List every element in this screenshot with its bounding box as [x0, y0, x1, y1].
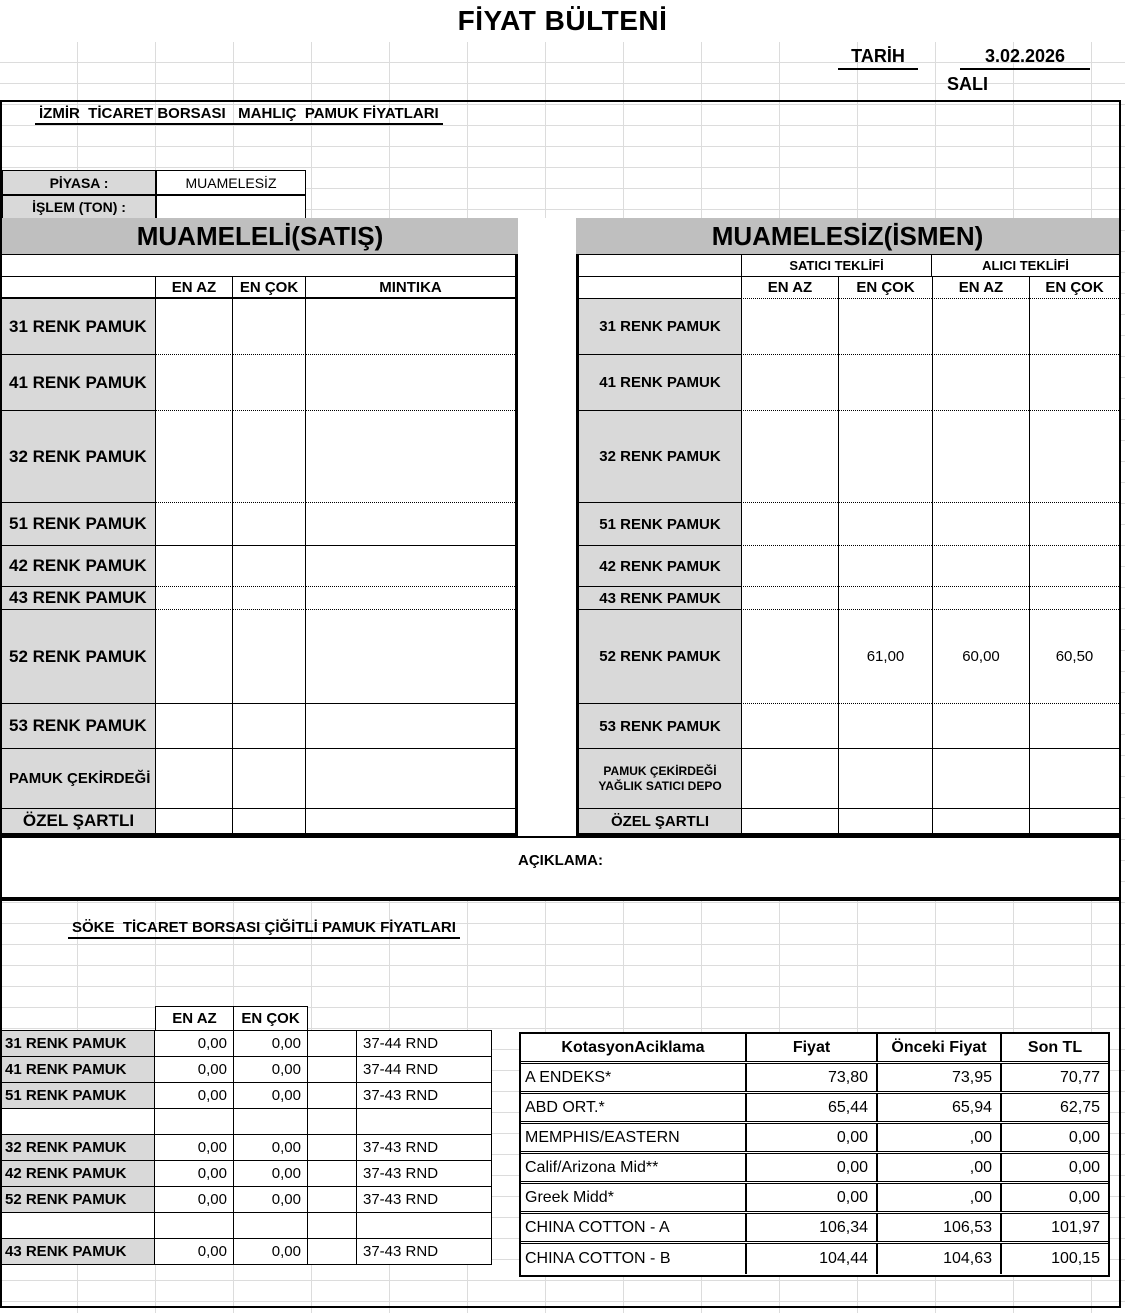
spacer-cell	[308, 1161, 357, 1187]
en-az-cell	[156, 809, 233, 833]
offer-value-cell	[1029, 809, 1119, 833]
offer-value-cell	[741, 411, 838, 503]
kotasyon-price-cell: 0,00	[747, 1124, 878, 1151]
row-label-cell: 31 RENK PAMUK	[2, 1031, 155, 1057]
offer-value-cell	[1029, 411, 1119, 503]
kotasyon-price-cell: 65,44	[747, 1094, 878, 1121]
en-az-cell	[156, 610, 233, 704]
spacer-cell	[308, 1083, 357, 1109]
alici-en-cok-header: EN ÇOK	[1029, 277, 1119, 299]
spacer-cell	[308, 1109, 357, 1135]
offer-value-cell	[932, 704, 1029, 749]
kotasyon-price-cell: 104,63	[878, 1244, 1002, 1274]
row-label-cell: 52 RENK PAMUK	[579, 610, 741, 704]
en-cok-cell	[233, 355, 306, 411]
table-row	[579, 503, 1119, 546]
offer-value-cell	[838, 546, 932, 587]
row-label-cell: ÖZEL ŞARTLI	[2, 809, 156, 833]
offer-value-cell	[741, 503, 838, 546]
date-value: 3.02.2026	[960, 44, 1090, 70]
right-table-subheader-row	[579, 277, 1119, 299]
offer-value-cell	[932, 546, 1029, 587]
table-row	[579, 546, 1119, 587]
satici-en-az-header: EN AZ	[741, 277, 838, 299]
rnd-cell: 37-43 RND	[357, 1187, 492, 1213]
kotasyon-header-onceki-fiyat: Önceki Fiyat	[878, 1034, 1002, 1061]
en-az-cell	[156, 355, 233, 411]
left-table-empty-strip	[2, 255, 515, 277]
kotasyon-price-cell: 73,80	[747, 1064, 878, 1091]
table-gap-column	[518, 218, 576, 836]
table-row	[2, 411, 515, 503]
kotasyon-label-cell: MEMPHIS/EASTERN	[521, 1124, 747, 1151]
spacer-cell	[308, 1187, 357, 1213]
row-label-cell: 42 RENK PAMUK	[2, 1161, 155, 1187]
izmir-section-box	[0, 100, 1121, 836]
table-row	[579, 610, 1119, 704]
row-label-line2: YAĞLIK SATICI DEPO	[598, 778, 722, 793]
en-az-cell	[156, 411, 233, 503]
table-row	[2, 704, 515, 749]
kotasyon-header-aciklama: KotasyonAciklama	[521, 1034, 747, 1061]
table-row	[2, 587, 515, 610]
row-label-cell: ÖZEL ŞARTLI	[579, 809, 741, 833]
en-cok-cell: 0,00	[234, 1057, 308, 1083]
en-cok-cell	[233, 704, 306, 749]
en-az-cell	[156, 704, 233, 749]
table-row	[2, 355, 515, 411]
row-label-cell: 53 RENK PAMUK	[2, 704, 156, 749]
offer-value-cell	[932, 749, 1029, 809]
offer-value-cell	[741, 587, 838, 610]
table-row	[521, 1124, 1108, 1154]
offer-value-cell	[932, 355, 1029, 411]
right-table-group-header-row	[579, 255, 1119, 277]
row-label-cell: 52 RENK PAMUK	[2, 610, 156, 704]
kotasyon-price-cell: ,00	[878, 1124, 1002, 1151]
en-az-cell: 0,00	[155, 1057, 234, 1083]
row-label-cell: 41 RENK PAMUK	[2, 1057, 155, 1083]
offer-value-cell	[932, 809, 1029, 833]
en-az-cell	[155, 1109, 234, 1135]
mintika-cell	[306, 587, 515, 610]
kotasyon-price-cell: 100,15	[1051, 1250, 1100, 1267]
rnd-cell: 37-44 RND	[357, 1057, 492, 1083]
table-row	[579, 749, 1119, 809]
soke-section-heading: SÖKE TİCARET BORSASI ÇİĞİTLİ PAMUK FİYATLARI	[68, 917, 460, 939]
muamelesiz-table	[576, 254, 1119, 836]
table-row	[2, 1031, 492, 1057]
islem-ton-label: İŞLEM (TON) :	[2, 195, 156, 219]
mintika-cell	[306, 411, 515, 503]
en-cok-cell: 0,00	[234, 1161, 308, 1187]
table-row	[579, 704, 1119, 749]
spacer-cell	[308, 1135, 357, 1161]
date-label: TARİH	[838, 44, 918, 70]
en-cok-cell	[233, 411, 306, 503]
offer-value-cell	[838, 503, 932, 546]
offer-value-cell	[1029, 355, 1119, 411]
left-header-spacer	[2, 277, 156, 299]
kotasyon-price-cell: 0,00	[1068, 1188, 1100, 1206]
kotasyon-label-cell: CHINA COTTON - B	[521, 1244, 747, 1274]
table-row	[521, 1214, 1108, 1244]
row-label-cell: 43 RENK PAMUK	[2, 1239, 155, 1265]
row-label-cell: 42 RENK PAMUK	[579, 546, 741, 587]
offer-value-cell	[838, 299, 932, 355]
rnd-cell: 37-43 RND	[357, 1083, 492, 1109]
en-cok-cell: 0,00	[234, 1239, 308, 1265]
row-label-cell: 52 RENK PAMUK	[2, 1187, 155, 1213]
offer-value-cell	[932, 503, 1029, 546]
en-cok-cell	[234, 1213, 308, 1239]
row-label-lines	[598, 764, 721, 794]
kotasyon-table	[519, 1032, 1110, 1277]
table-row	[2, 1109, 492, 1135]
table-row	[2, 299, 515, 355]
kotasyon-label-cell: CHINA COTTON - A	[521, 1214, 747, 1241]
en-cok-cell: 0,00	[234, 1135, 308, 1161]
table-row	[2, 1239, 492, 1265]
kotasyon-price-cell: 0,00	[747, 1184, 878, 1211]
table-row	[2, 503, 515, 546]
en-az-cell: 0,00	[155, 1031, 234, 1057]
en-az-cell	[156, 749, 233, 809]
mintika-cell	[306, 809, 515, 833]
kotasyon-price-cell: 73,95	[878, 1064, 1002, 1091]
table-row	[521, 1064, 1108, 1094]
row-label-cell: 31 RENK PAMUK	[579, 299, 741, 355]
offer-value-cell	[741, 546, 838, 587]
en-az-cell	[155, 1213, 234, 1239]
kotasyon-price-cell: 0,00	[1068, 1158, 1100, 1176]
row-label-cell: 51 RENK PAMUK	[2, 503, 156, 546]
offer-value-cell	[932, 587, 1029, 610]
rnd-cell	[357, 1213, 492, 1239]
en-az-cell	[156, 587, 233, 610]
en-cok-cell	[233, 587, 306, 610]
right-header-spacer	[579, 255, 741, 277]
en-az-cell: 0,00	[155, 1083, 234, 1109]
kotasyon-price-cell: 62,75	[1059, 1098, 1100, 1116]
soke-header-en-cok: EN ÇOK	[233, 1006, 308, 1031]
offer-value-cell	[838, 411, 932, 503]
offer-value-cell	[741, 704, 838, 749]
kotasyon-price-cell: 104,44	[747, 1244, 878, 1274]
offer-value-cell	[1029, 704, 1119, 749]
soke-header-en-az: EN AZ	[155, 1006, 234, 1031]
row-label-cell: 43 RENK PAMUK	[2, 587, 156, 610]
en-cok-cell: 0,00	[234, 1187, 308, 1213]
soke-section-box	[0, 899, 1121, 1308]
table-row	[2, 1187, 492, 1213]
kotasyon-price-cell: 0,00	[747, 1154, 878, 1181]
piyasa-label: PİYASA :	[2, 170, 156, 195]
en-az-cell: 0,00	[155, 1135, 234, 1161]
spacer-cell	[308, 1213, 357, 1239]
table-row	[521, 1154, 1108, 1184]
kotasyon-price-cell: ,00	[878, 1184, 1002, 1211]
offer-value-cell: 60,50	[1029, 610, 1119, 704]
table-row	[579, 411, 1119, 503]
mintika-cell	[306, 546, 515, 587]
page-title: FİYAT BÜLTENİ	[457, 5, 668, 36]
en-cok-cell	[234, 1109, 308, 1135]
en-az-cell	[156, 299, 233, 355]
alici-en-az-header: EN AZ	[932, 277, 1029, 299]
rnd-cell: 37-43 RND	[357, 1135, 492, 1161]
rnd-cell: 37-44 RND	[357, 1031, 492, 1057]
row-label-cell: 53 RENK PAMUK	[579, 704, 741, 749]
en-az-cell	[156, 503, 233, 546]
rnd-cell: 37-43 RND	[357, 1239, 492, 1265]
aciklama-label: AÇIKLAMA:	[518, 852, 603, 869]
left-table-title-band: MUAMELELİ(SATIŞ)	[2, 218, 518, 254]
kotasyon-price-cell: 106,53	[878, 1214, 1002, 1241]
piyasa-value: MUAMELESİZ	[156, 170, 306, 195]
offer-value-cell	[932, 299, 1029, 355]
kotasyon-header-fiyat: Fiyat	[747, 1034, 878, 1061]
offer-value-cell	[838, 587, 932, 610]
row-label-cell	[2, 1213, 155, 1239]
table-row	[2, 610, 515, 704]
row-label-cell: 32 RENK PAMUK	[2, 1135, 155, 1161]
row-label-cell: 32 RENK PAMUK	[579, 411, 741, 503]
en-az-cell	[156, 546, 233, 587]
left-header-en-cok: EN ÇOK	[233, 277, 306, 299]
spacer-cell	[308, 1031, 357, 1057]
kotasyon-header-son-tl: Son TL	[1027, 1038, 1083, 1056]
en-cok-cell	[233, 749, 306, 809]
row-label-cell	[579, 749, 741, 809]
kotasyon-price-cell: ,00	[878, 1154, 1002, 1181]
kotasyon-price-cell: 106,34	[747, 1214, 878, 1241]
alici-teklifi-header: ALICI TEKLİFİ	[932, 255, 1119, 277]
satici-en-cok-header: EN ÇOK	[838, 277, 932, 299]
row-label-cell: 41 RENK PAMUK	[579, 355, 741, 411]
islem-ton-value	[156, 195, 306, 219]
izmir-section-heading: İZMİR TİCARET BORSASI MAHLIÇ PAMUK FİYATLARI	[35, 103, 443, 125]
en-cok-cell	[233, 299, 306, 355]
mintika-cell	[306, 503, 515, 546]
offer-value-cell	[741, 355, 838, 411]
kotasyon-price-cell: 0,00	[1068, 1128, 1100, 1146]
row-label-cell: 41 RENK PAMUK	[2, 355, 156, 411]
right-subheader-spacer	[579, 277, 741, 299]
offer-value-cell	[838, 704, 932, 749]
offer-value-cell	[741, 749, 838, 809]
table-row	[579, 355, 1119, 411]
table-row	[521, 1184, 1108, 1214]
offer-value-cell	[741, 809, 838, 833]
title-row	[0, 0, 1125, 42]
aciklama-box	[0, 836, 1121, 899]
kotasyon-price-cell: 70,77	[1059, 1068, 1100, 1086]
rnd-cell: 37-43 RND	[357, 1161, 492, 1187]
left-header-mintika: MINTIKA	[306, 277, 515, 299]
offer-value-cell	[1029, 749, 1119, 809]
row-label-cell: 31 RENK PAMUK	[2, 299, 156, 355]
table-row	[2, 1135, 492, 1161]
row-label-cell: 42 RENK PAMUK	[2, 546, 156, 587]
day-value: SALI	[947, 74, 989, 94]
table-row	[2, 1057, 492, 1083]
offer-value-cell	[838, 749, 932, 809]
en-az-cell: 0,00	[155, 1239, 234, 1265]
table-row	[2, 1161, 492, 1187]
table-row	[579, 299, 1119, 355]
row-label-cell: 43 RENK PAMUK	[579, 587, 741, 610]
spacer-cell	[308, 1239, 357, 1265]
kotasyon-price-cell: 65,94	[878, 1094, 1002, 1121]
en-cok-cell	[233, 809, 306, 833]
offer-value-cell: 61,00	[838, 610, 932, 704]
table-row	[2, 1213, 492, 1239]
kotasyon-label-cell: Greek Midd*	[521, 1184, 747, 1211]
rnd-cell	[357, 1109, 492, 1135]
row-label-cell: 51 RENK PAMUK	[2, 1083, 155, 1109]
kotasyon-price-cell: 101,97	[1051, 1218, 1100, 1236]
satici-teklifi-header: SATICI TEKLİFİ	[741, 255, 932, 277]
offer-value-cell	[1029, 546, 1119, 587]
row-label-cell	[2, 1109, 155, 1135]
en-cok-cell	[233, 503, 306, 546]
offer-value-cell	[932, 411, 1029, 503]
spacer-cell	[308, 1057, 357, 1083]
en-cok-cell	[233, 610, 306, 704]
muameleli-table	[2, 254, 518, 836]
table-row	[521, 1094, 1108, 1124]
offer-value-cell	[838, 809, 932, 833]
mintika-cell	[306, 704, 515, 749]
kotasyon-label-cell: Calif/Arizona Mid**	[521, 1154, 747, 1181]
offer-value-cell	[1029, 503, 1119, 546]
en-az-cell: 0,00	[155, 1187, 234, 1213]
table-row	[2, 809, 515, 833]
table-row	[2, 1083, 492, 1109]
table-row	[579, 809, 1119, 833]
table-row	[579, 587, 1119, 610]
kotasyon-label-cell: ABD ORT.*	[521, 1094, 747, 1121]
en-az-cell: 0,00	[155, 1161, 234, 1187]
row-label-cell: 51 RENK PAMUK	[579, 503, 741, 546]
offer-value-cell	[741, 610, 838, 704]
mintika-cell	[306, 299, 515, 355]
offer-value-cell	[838, 355, 932, 411]
offer-value-cell: 60,00	[932, 610, 1029, 704]
en-cok-cell: 0,00	[234, 1083, 308, 1109]
mintika-cell	[306, 610, 515, 704]
en-cok-cell: 0,00	[234, 1031, 308, 1057]
left-table-header-row	[2, 277, 515, 299]
mintika-cell	[306, 749, 515, 809]
table-row	[521, 1244, 1108, 1274]
kotasyon-header-row	[521, 1034, 1108, 1064]
offer-value-cell	[1029, 299, 1119, 355]
table-row	[2, 749, 515, 809]
row-label-cell: PAMUK ÇEKİRDEĞİ	[2, 749, 156, 809]
right-table-title-band: MUAMELESİZ(İSMEN)	[576, 218, 1119, 254]
mintika-cell	[306, 355, 515, 411]
row-label-cell: 32 RENK PAMUK	[2, 411, 156, 503]
offer-value-cell	[741, 299, 838, 355]
kotasyon-label-cell: A ENDEKS*	[521, 1064, 747, 1091]
table-row	[2, 546, 515, 587]
row-label-line1: PAMUK ÇEKİRDEĞİ	[603, 763, 717, 778]
soke-table	[2, 1030, 492, 1265]
left-header-en-az: EN AZ	[156, 277, 233, 299]
offer-value-cell	[1029, 587, 1119, 610]
en-cok-cell	[233, 546, 306, 587]
